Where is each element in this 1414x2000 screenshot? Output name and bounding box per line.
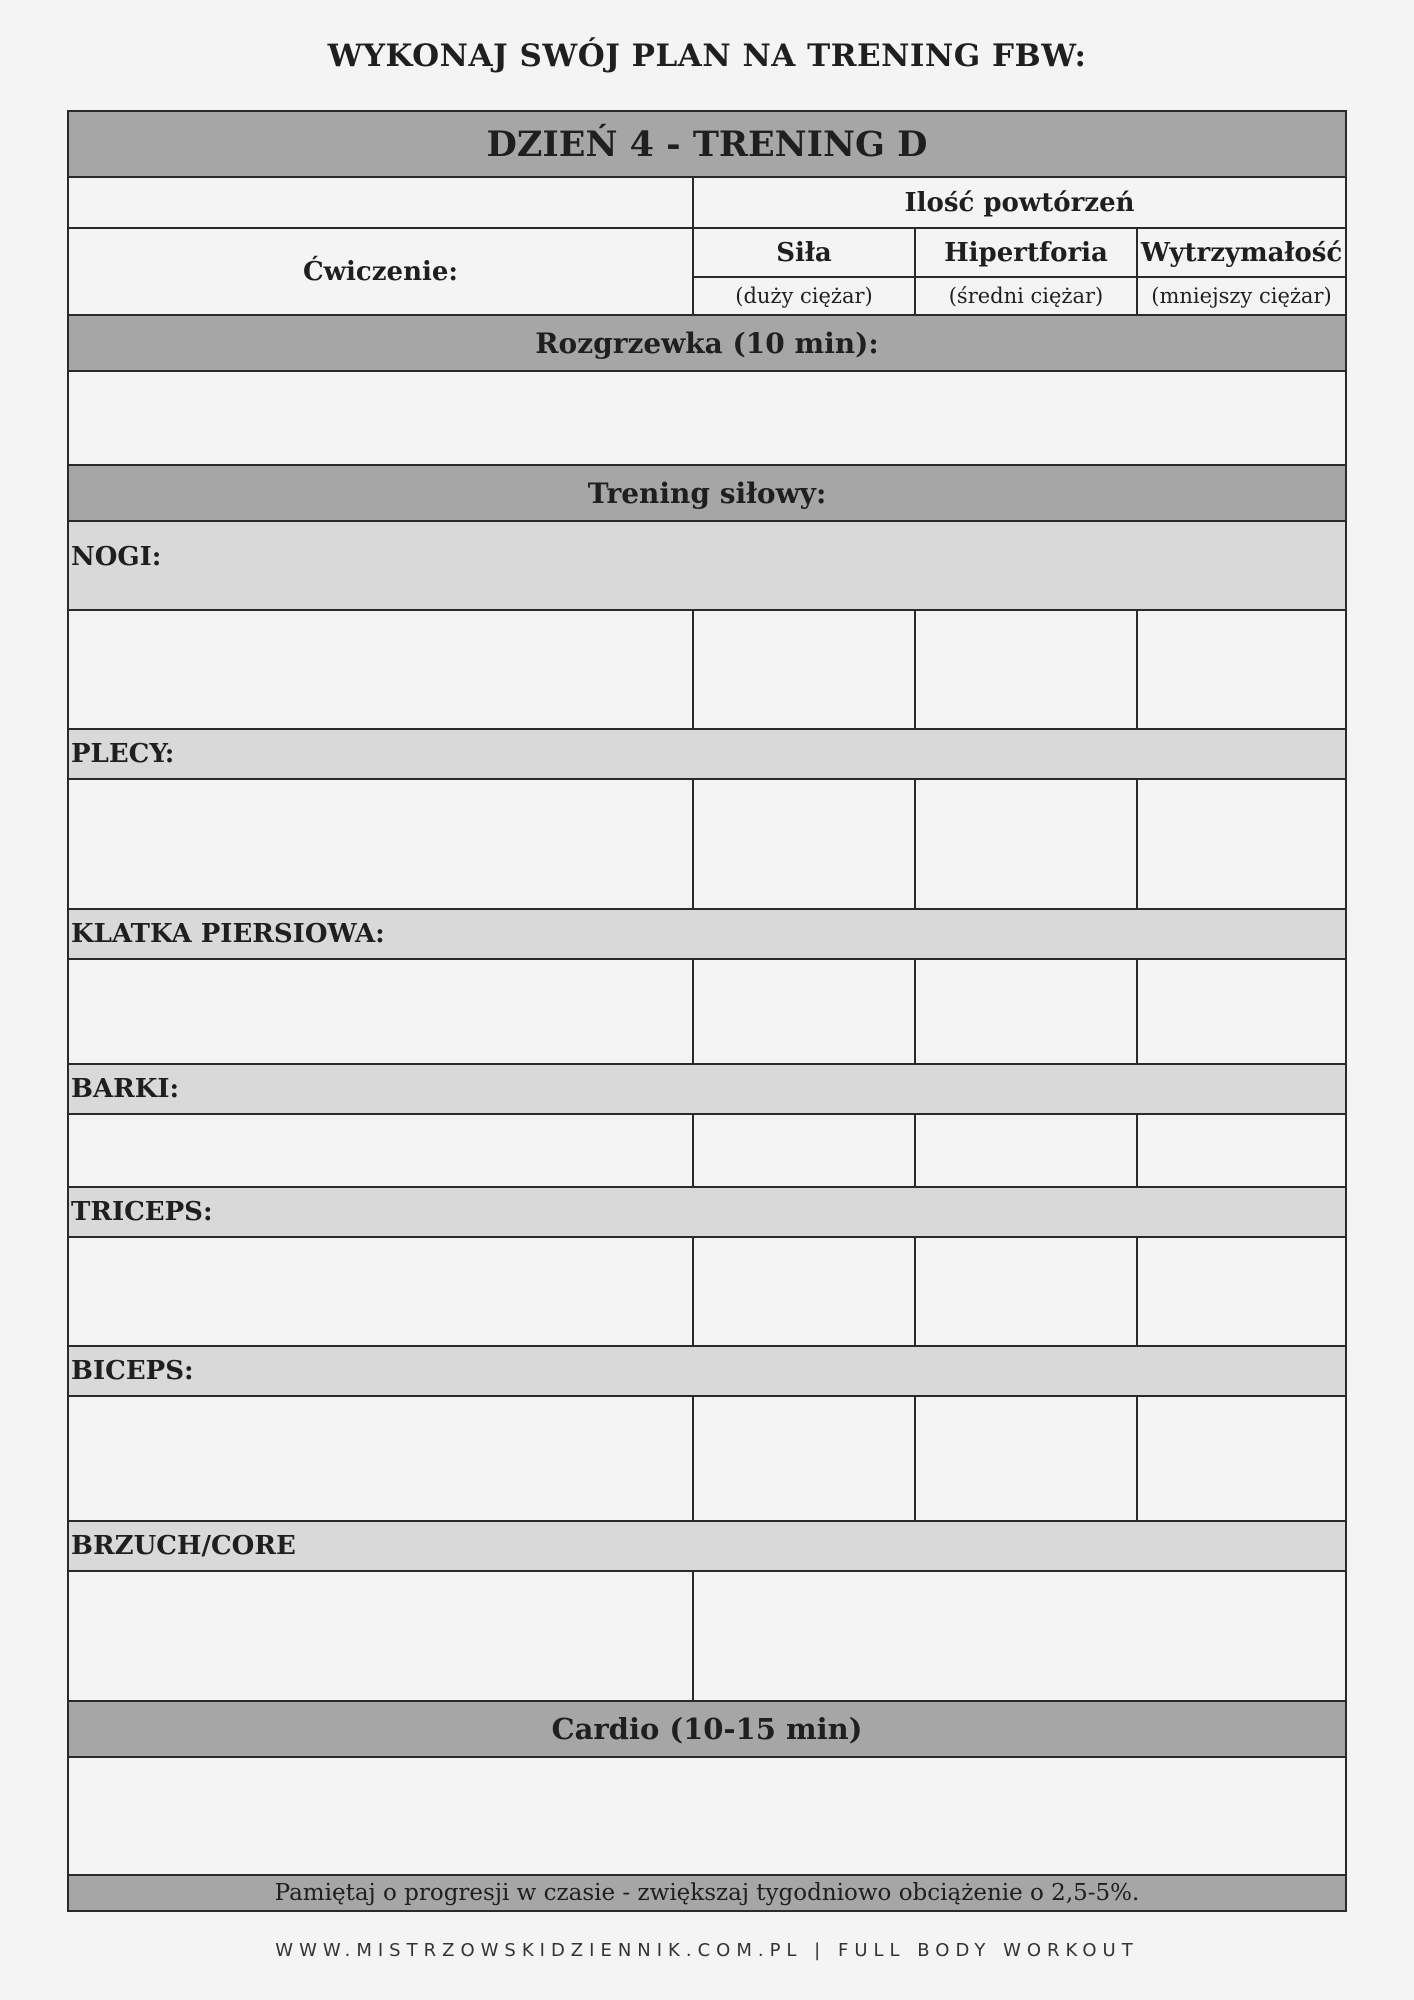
column-note: (średni ciężar) bbox=[948, 284, 1104, 308]
strength-banner: Trening siłowy: bbox=[69, 466, 1345, 522]
group-core: BRZUCH/CORE bbox=[69, 1522, 1345, 1572]
header-empty-cell bbox=[69, 178, 694, 229]
warmup-banner: Rozgrzewka (10 min): bbox=[69, 316, 1345, 372]
back-hypertrophy-cell[interactable] bbox=[916, 780, 1138, 910]
warmup-entry-field[interactable] bbox=[69, 372, 1345, 466]
reps-header-label: Ilość powtórzeń bbox=[904, 187, 1135, 218]
biceps-strength-cell[interactable] bbox=[694, 1397, 916, 1522]
legs-hypertrophy-cell[interactable] bbox=[916, 611, 1138, 730]
chest-exercise-cell[interactable] bbox=[69, 960, 694, 1065]
exercise-header-label: Ćwiczenie: bbox=[302, 256, 458, 287]
cardio-banner: Cardio (10-15 min) bbox=[69, 1702, 1345, 1758]
cardio-entry-field[interactable] bbox=[69, 1758, 1345, 1876]
chest-strength-cell[interactable] bbox=[694, 960, 916, 1065]
legs-endurance-cell[interactable] bbox=[1138, 611, 1345, 730]
shoulders-strength-cell[interactable] bbox=[694, 1115, 916, 1188]
column-note-strength bbox=[694, 278, 916, 316]
page-title: WYKONAJ SWÓJ PLAN NA TRENING FBW: bbox=[327, 38, 1087, 74]
column-note-hypertrophy bbox=[916, 278, 1138, 316]
column-label: Wytrzymałość bbox=[1140, 237, 1343, 268]
group-biceps: BICEPS: bbox=[69, 1347, 1345, 1397]
group-back: PLECY: bbox=[69, 730, 1345, 780]
group-chest: KLATKA PIERSIOWA: bbox=[69, 910, 1345, 960]
exercise-header bbox=[69, 229, 694, 316]
biceps-endurance-cell[interactable] bbox=[1138, 1397, 1345, 1522]
chest-hypertrophy-cell[interactable] bbox=[916, 960, 1138, 1065]
website-footer: WWW.MISTRZOWSKIDZIENNIK.COM.PL | FULL BODY WORKOUT bbox=[275, 1940, 1139, 1961]
column-label: Siła bbox=[776, 237, 832, 268]
workout-plan-table bbox=[67, 110, 1347, 1912]
reps-header bbox=[694, 178, 1345, 229]
column-header-hypertrophy bbox=[916, 229, 1138, 278]
progression-reminder: Pamiętaj o progresji w czasie - zwiększaj tygodniowo obciążenie o 2,5-5%. bbox=[69, 1876, 1345, 1910]
core-exercise-cell[interactable] bbox=[69, 1572, 694, 1702]
group-triceps: TRICEPS: bbox=[69, 1188, 1345, 1238]
biceps-hypertrophy-cell[interactable] bbox=[916, 1397, 1138, 1522]
triceps-endurance-cell[interactable] bbox=[1138, 1238, 1345, 1347]
group-legs: NOGI: bbox=[69, 522, 1345, 611]
shoulders-hypertrophy-cell[interactable] bbox=[916, 1115, 1138, 1188]
chest-endurance-cell[interactable] bbox=[1138, 960, 1345, 1065]
back-exercise-cell[interactable] bbox=[69, 780, 694, 910]
group-shoulders: BARKI: bbox=[69, 1065, 1345, 1115]
triceps-hypertrophy-cell[interactable] bbox=[916, 1238, 1138, 1347]
column-header-strength bbox=[694, 229, 916, 278]
column-note-endurance bbox=[1138, 278, 1345, 316]
column-label: Hipertforia bbox=[944, 237, 1108, 268]
triceps-exercise-cell[interactable] bbox=[69, 1238, 694, 1347]
shoulders-endurance-cell[interactable] bbox=[1138, 1115, 1345, 1188]
column-header-endurance bbox=[1138, 229, 1345, 278]
legs-exercise-cell[interactable] bbox=[69, 611, 694, 730]
day-title: DZIEŃ 4 - TRENING D bbox=[69, 112, 1345, 178]
core-reps-cell[interactable] bbox=[694, 1572, 1345, 1702]
back-endurance-cell[interactable] bbox=[1138, 780, 1345, 910]
shoulders-exercise-cell[interactable] bbox=[69, 1115, 694, 1188]
legs-strength-cell[interactable] bbox=[694, 611, 916, 730]
back-strength-cell[interactable] bbox=[694, 780, 916, 910]
column-note: (mniejszy ciężar) bbox=[1151, 284, 1332, 308]
biceps-exercise-cell[interactable] bbox=[69, 1397, 694, 1522]
column-note: (duży ciężar) bbox=[735, 284, 873, 308]
triceps-strength-cell[interactable] bbox=[694, 1238, 916, 1347]
